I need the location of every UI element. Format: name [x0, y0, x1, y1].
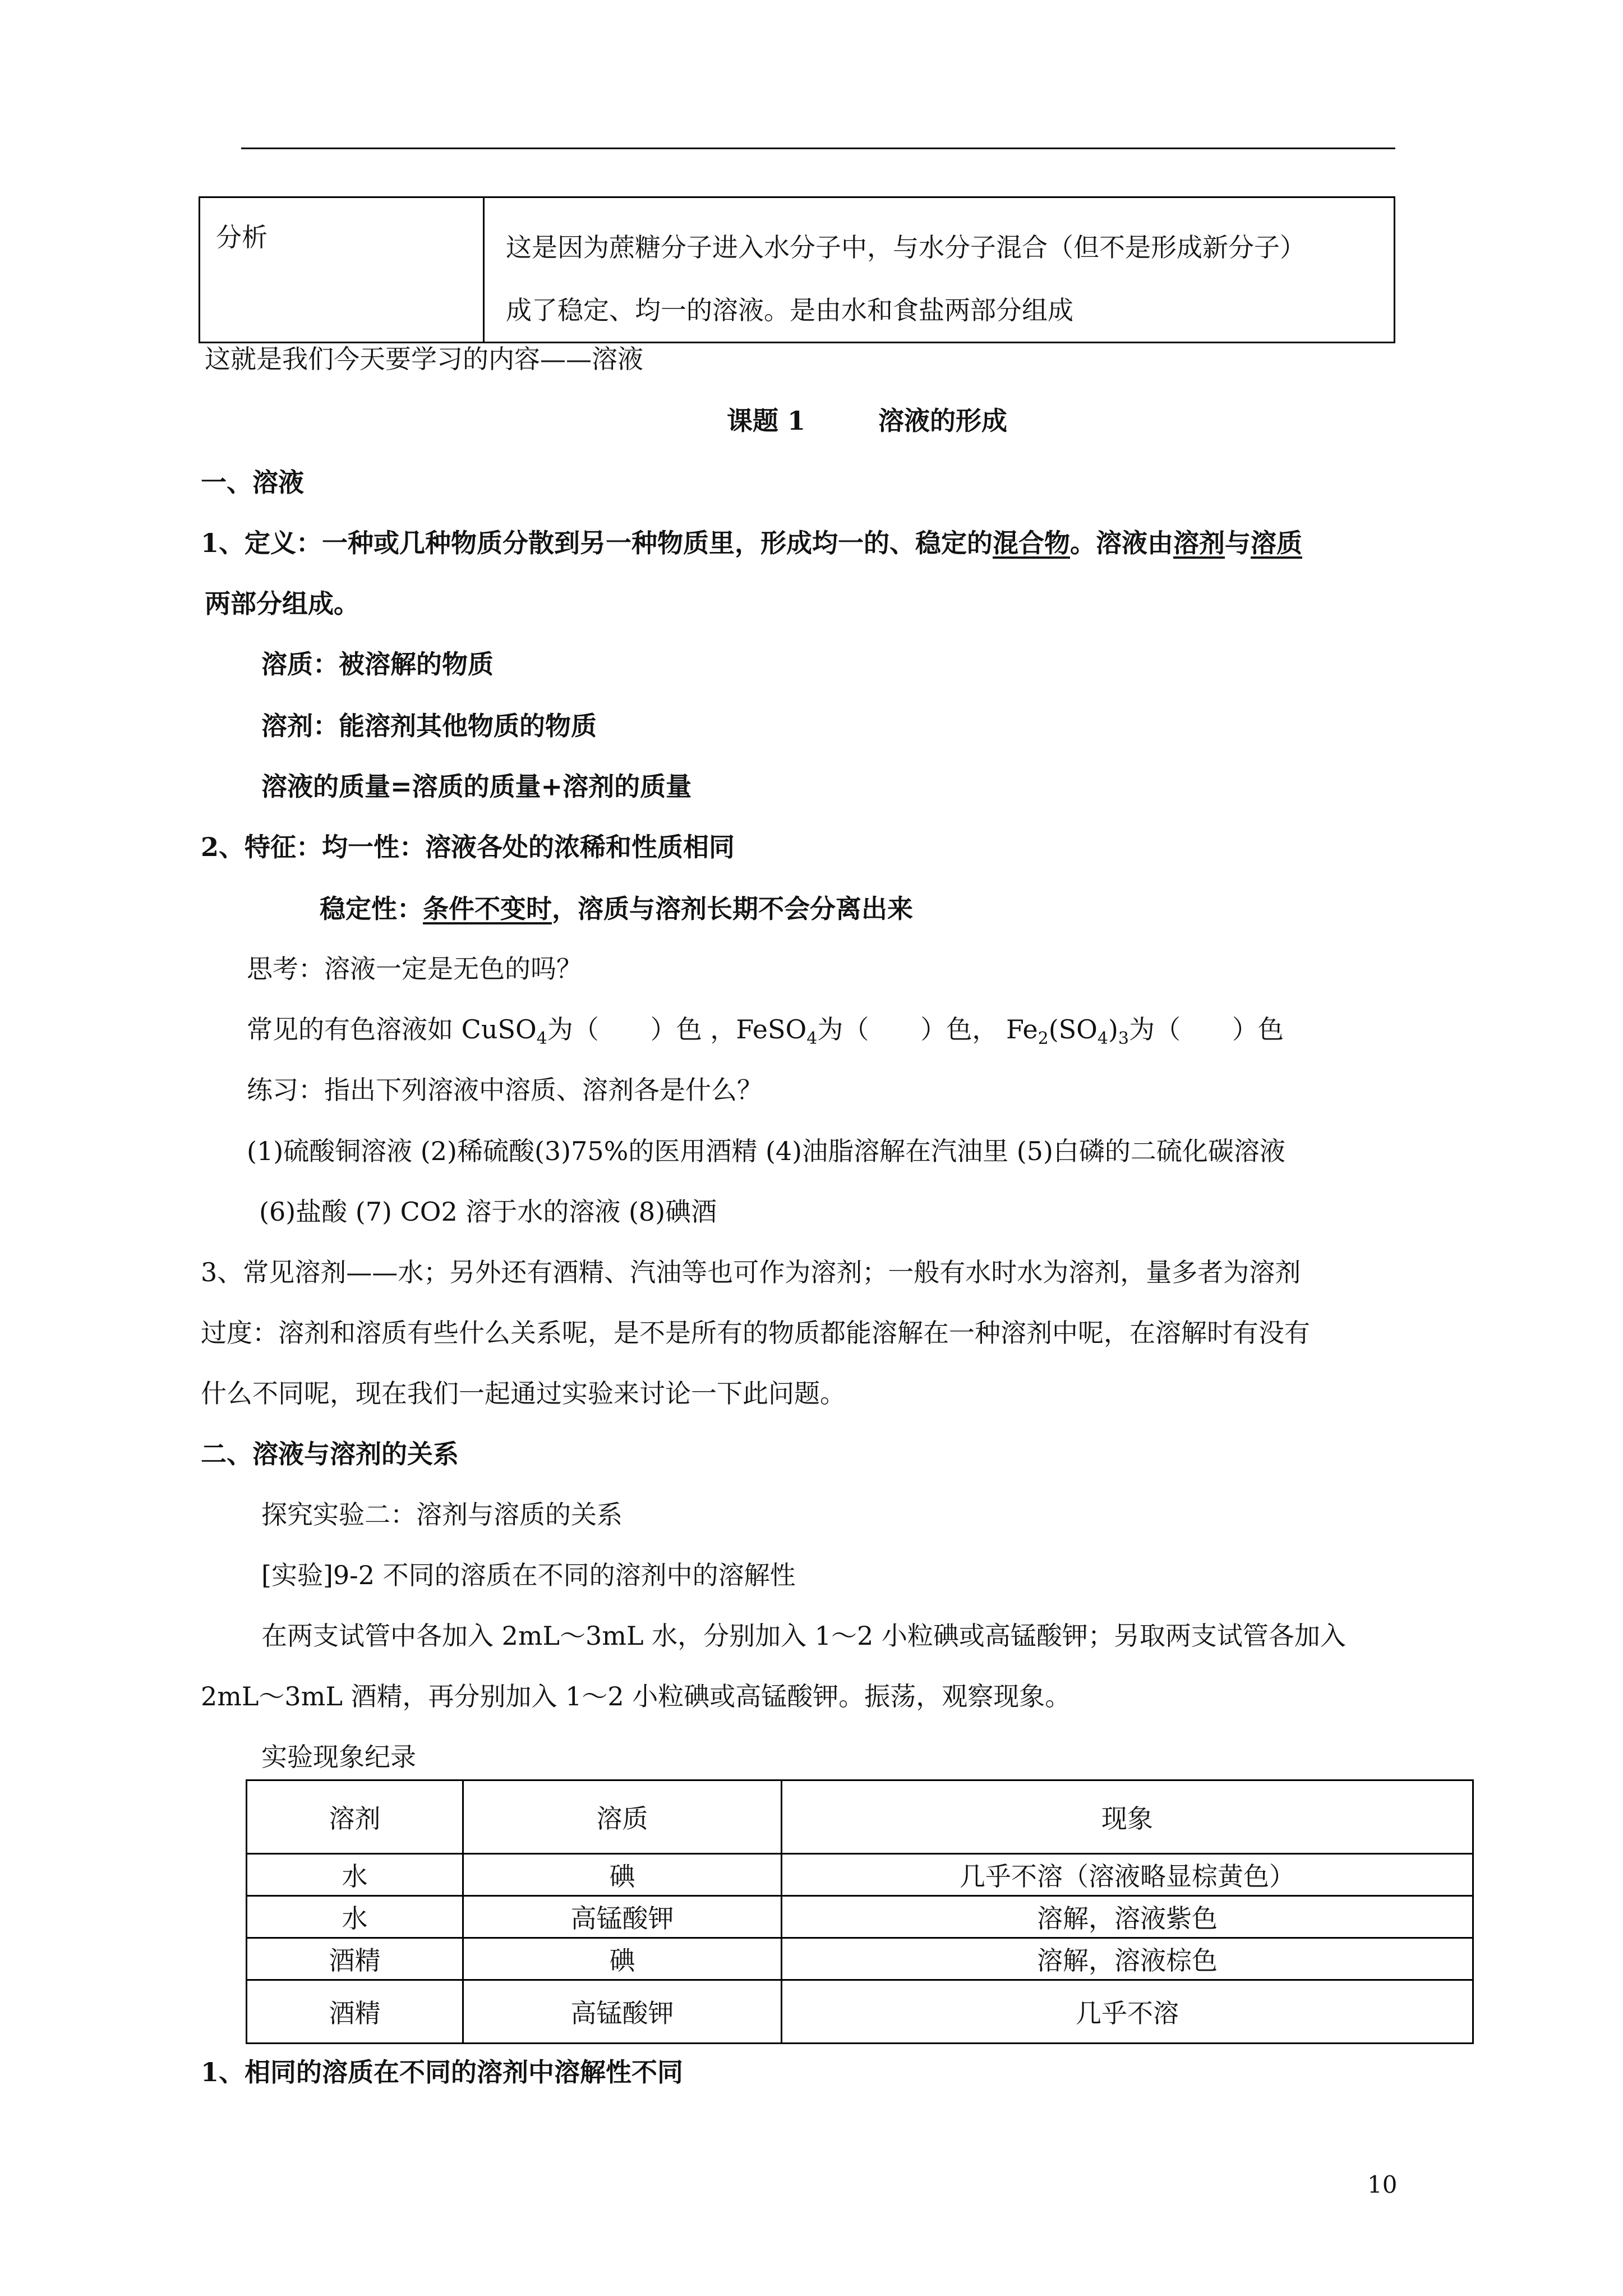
practice-list-1: (1)硫酸铜溶液 (2)稀硫酸(3)75%的医用酒精 (4)油脂溶解在汽油里 (5)白磷的二硫化碳溶液: [247, 1136, 1285, 1166]
practice-question: 练习：指出下列溶液中溶质、溶剂各是什么？: [247, 1075, 763, 1105]
stability-condition: 条件不变时: [423, 894, 552, 924]
record-title: 实验现象纪录: [261, 1742, 416, 1772]
colored-text-5: ): [1108, 1014, 1118, 1045]
colored-text-6: 为（ ）色: [1129, 1014, 1284, 1045]
cell-phenomenon: 溶解，溶液棕色: [782, 1938, 1473, 1980]
common-solvent: 3、常见溶剂——水；另外还有酒精、汽油等也可作为溶剂；一般有水时水为溶剂，量多者为溶剂: [201, 1257, 1301, 1287]
cell-solvent: 酒精: [247, 1980, 463, 2044]
mass-formula: 溶液的质量=溶质的质量+溶剂的质量: [261, 771, 692, 802]
feature-homogeneity: 2、特征：均一性：溶液各处的浓稀和性质相同: [201, 832, 735, 862]
term-mixture: 混合物: [993, 528, 1071, 558]
lesson-number: 课题 1: [727, 406, 806, 436]
term-solvent: 溶剂: [1173, 528, 1225, 558]
definition-line: [201, 526, 1302, 560]
definition-end: 两部分组成。: [205, 588, 359, 619]
colored-text-1: 常见的有色溶液如 CuSO: [247, 1014, 537, 1045]
definition-text-a: 1、定义：一种或几种物质分散到另一种物质里，形成均一的、稳定的: [201, 528, 993, 558]
experiment-title: [实验]9-2 不同的溶质在不同的溶剂中的溶解性: [261, 1560, 796, 1590]
stability-text: ，溶质与溶剂长期不会分离出来: [552, 894, 913, 924]
lesson-title: 溶液的形成: [878, 406, 1007, 436]
cell-solute: 高锰酸钾: [463, 1896, 782, 1938]
practice-list-2: (6)盐酸 (7) CO2 溶于水的溶液 (8)碘酒: [259, 1197, 717, 1227]
procedure-line-1: 在两支试管中各加入 2mL～3mL 水，分别加入 1～2 小粒碘或高锰酸钾；另取两支试管各加入: [261, 1621, 1346, 1651]
header-rule: [241, 148, 1395, 149]
procedure-line-2: 2mL～3mL 酒精，再分别加入 1～2 小粒碘或高锰酸钾。振荡，观察现象。: [201, 1681, 1071, 1711]
so4-subscript: 4: [1097, 1029, 1108, 1048]
header-phenomenon: 现象: [782, 1780, 1473, 1854]
cell-solvent: 水: [247, 1896, 463, 1938]
transition-line-1: 过度：溶剂和溶质有些什么关系呢，是不是所有的物质都能溶解在一种溶剂中呢，在溶解时有没有: [201, 1318, 1310, 1348]
analysis-table: [199, 196, 1395, 343]
colored-solutions-line: [247, 1013, 1284, 1046]
so4-3-subscript: 3: [1118, 1029, 1129, 1048]
definition-text-b: 。溶液由: [1070, 528, 1174, 558]
feature-stability: [320, 892, 913, 926]
definition-and: 与: [1225, 528, 1251, 558]
think-question: 思考：溶液一定是无色的吗？: [247, 954, 582, 984]
colored-text-4: (SO: [1048, 1014, 1098, 1045]
colored-text-3: 为（ ）色， Fe: [817, 1014, 1038, 1045]
cuso4-subscript: 4: [536, 1029, 547, 1048]
solvent-definition: 溶剂：能溶剂其他物质的物质: [261, 711, 597, 741]
analysis-content: [484, 197, 1395, 343]
feso4-subscript: 4: [806, 1029, 818, 1048]
colored-text-2: 为（ ）色 ，FeSO: [547, 1014, 807, 1045]
analysis-line-1: 这是因为蔗糖分子进入水分子中，与水分子混合（但不是形成新分子）: [506, 232, 1306, 263]
table-row: [247, 1980, 1473, 2044]
cell-phenomenon: 几乎不溶（溶液略显棕黄色）: [782, 1854, 1473, 1896]
cell-phenomenon: 溶解，溶液紫色: [782, 1896, 1473, 1938]
solute-definition: 溶质：被溶解的物质: [261, 649, 494, 679]
table-row: [247, 1938, 1473, 1980]
header-solvent: 溶剂: [247, 1780, 463, 1854]
section1-heading: 一、溶液: [201, 467, 304, 498]
cell-phenomenon: 几乎不溶: [782, 1980, 1473, 2044]
section2-heading: 二、溶液与溶剂的关系: [201, 1439, 459, 1469]
page-number: 10: [1367, 2171, 1398, 2198]
cell-solute: 碘: [463, 1854, 782, 1896]
header-solute: 溶质: [463, 1780, 782, 1854]
analysis-line-2: 成了稳定、均一的溶液。是由水和食盐两部分组成: [506, 295, 1073, 325]
analysis-label: 分析: [200, 197, 484, 343]
cell-solvent: 酒精: [247, 1938, 463, 1980]
conclusion: 1、相同的溶质在不同的溶剂中溶解性不同: [201, 2057, 684, 2087]
intro-text: 这就是我们今天要学习的内容——溶液: [205, 344, 643, 374]
transition-line-2: 什么不同呢，现在我们一起通过实验来讨论一下此问题。: [201, 1378, 846, 1409]
term-solute: 溶质: [1251, 528, 1303, 558]
cell-solute: 高锰酸钾: [463, 1980, 782, 2044]
table-row: [247, 1854, 1473, 1896]
cell-solute: 碘: [463, 1938, 782, 1980]
table-header-row: [247, 1780, 1473, 1854]
explore-title: 探究实验二：溶剂与溶质的关系: [261, 1499, 623, 1530]
fe2-subscript: 2: [1038, 1029, 1049, 1048]
experiment-record-table: [246, 1779, 1474, 2044]
stability-label: 稳定性：: [320, 894, 423, 924]
cell-solvent: 水: [247, 1854, 463, 1896]
table-row: [247, 1896, 1473, 1938]
